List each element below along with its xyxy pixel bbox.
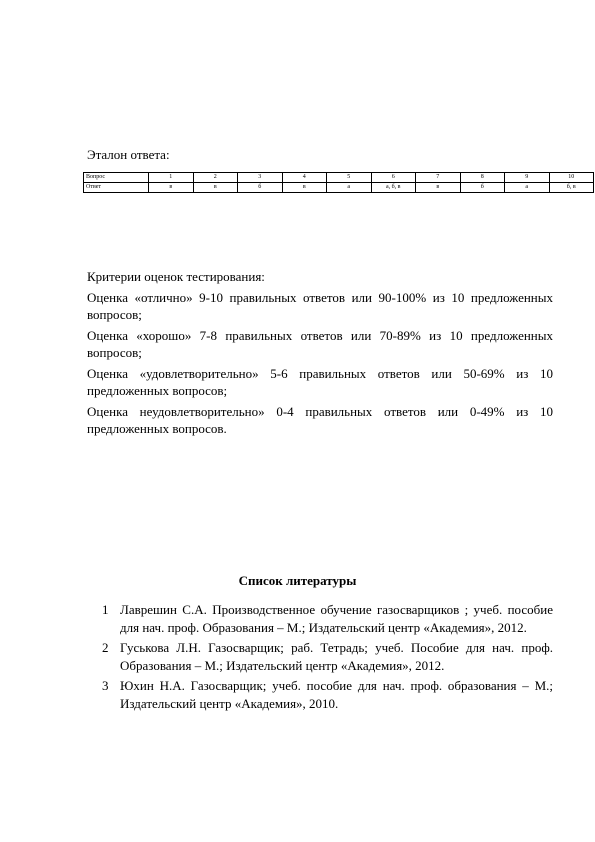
answer-cell: в <box>193 183 238 193</box>
grading-criteria <box>87 268 553 438</box>
list-item-text: Юхин Н.А. Газосварщик; учеб. пособие для нач. проф. образования – М.; Издательский центр «Академия», 2010. <box>120 678 553 711</box>
list-item <box>87 601 553 636</box>
table-row-answers <box>84 183 594 193</box>
answer-key-title: Эталон ответа: <box>87 147 170 162</box>
question-cell: 4 <box>282 173 327 183</box>
answer-cell: в <box>282 183 327 193</box>
literature-list <box>87 601 553 715</box>
question-cell: 10 <box>549 173 594 183</box>
answer-cell: в <box>416 183 461 193</box>
list-item-text: Гуськова Л.Н. Газосварщик; раб. Тетрадь; учеб. Пособие для нач. проф. Образования – М.; Издательский центр «Академия», 2012. <box>120 640 553 673</box>
question-cell: 8 <box>460 173 505 183</box>
question-cell: 2 <box>193 173 238 183</box>
literature-title: Список литературы <box>238 573 357 588</box>
answer-cell: в <box>149 183 194 193</box>
question-cell: 1 <box>149 173 194 183</box>
list-item-text: Лаврешин С.А. Производственное обучение газосварщиков ; учеб. пособие для нач. проф. Образования – М.; Издательский центр «Академия», 2012. <box>120 602 553 635</box>
criteria-item-unsatisfactory: Оценка неудовлетворительно» 0-4 правильных ответов или 0-49% из 10 предложенных вопросов. <box>87 403 553 436</box>
list-item-number: 3 <box>102 678 109 693</box>
answer-cell: б <box>460 183 505 193</box>
answer-cell: а <box>327 183 372 193</box>
list-item-number: 1 <box>102 602 109 617</box>
criteria-item-good: Оценка «хорошо» 7-8 правильных ответов или 70-89% из 10 предложенных вопросов; <box>87 327 553 360</box>
row-header-question: Вопрос <box>84 173 149 183</box>
answer-cell: а <box>505 183 550 193</box>
question-cell: 9 <box>505 173 550 183</box>
question-cell: 7 <box>416 173 461 183</box>
criteria-item-satisfactory: Оценка «удовлетворительно» 5-6 правильных ответов или 50-69% из 10 предложенных вопросов; <box>87 365 553 398</box>
criteria-item-excellent: Оценка «отлично» 9-10 правильных ответов или 90-100% из 10 предложенных вопросов; <box>87 289 553 322</box>
list-item-number: 2 <box>102 640 109 655</box>
row-header-answer: Ответ <box>84 183 149 193</box>
list-item <box>87 677 553 712</box>
table-row-questions <box>84 173 594 183</box>
list-item <box>87 639 553 674</box>
question-cell: 5 <box>327 173 372 183</box>
question-cell: 6 <box>371 173 416 183</box>
criteria-title: Критерии оценок тестирования: <box>87 269 265 284</box>
answer-key-table <box>83 172 594 193</box>
answer-cell: б, в <box>549 183 594 193</box>
answer-cell: а, б, в <box>371 183 416 193</box>
question-cell: 3 <box>238 173 283 183</box>
answer-cell: б <box>238 183 283 193</box>
